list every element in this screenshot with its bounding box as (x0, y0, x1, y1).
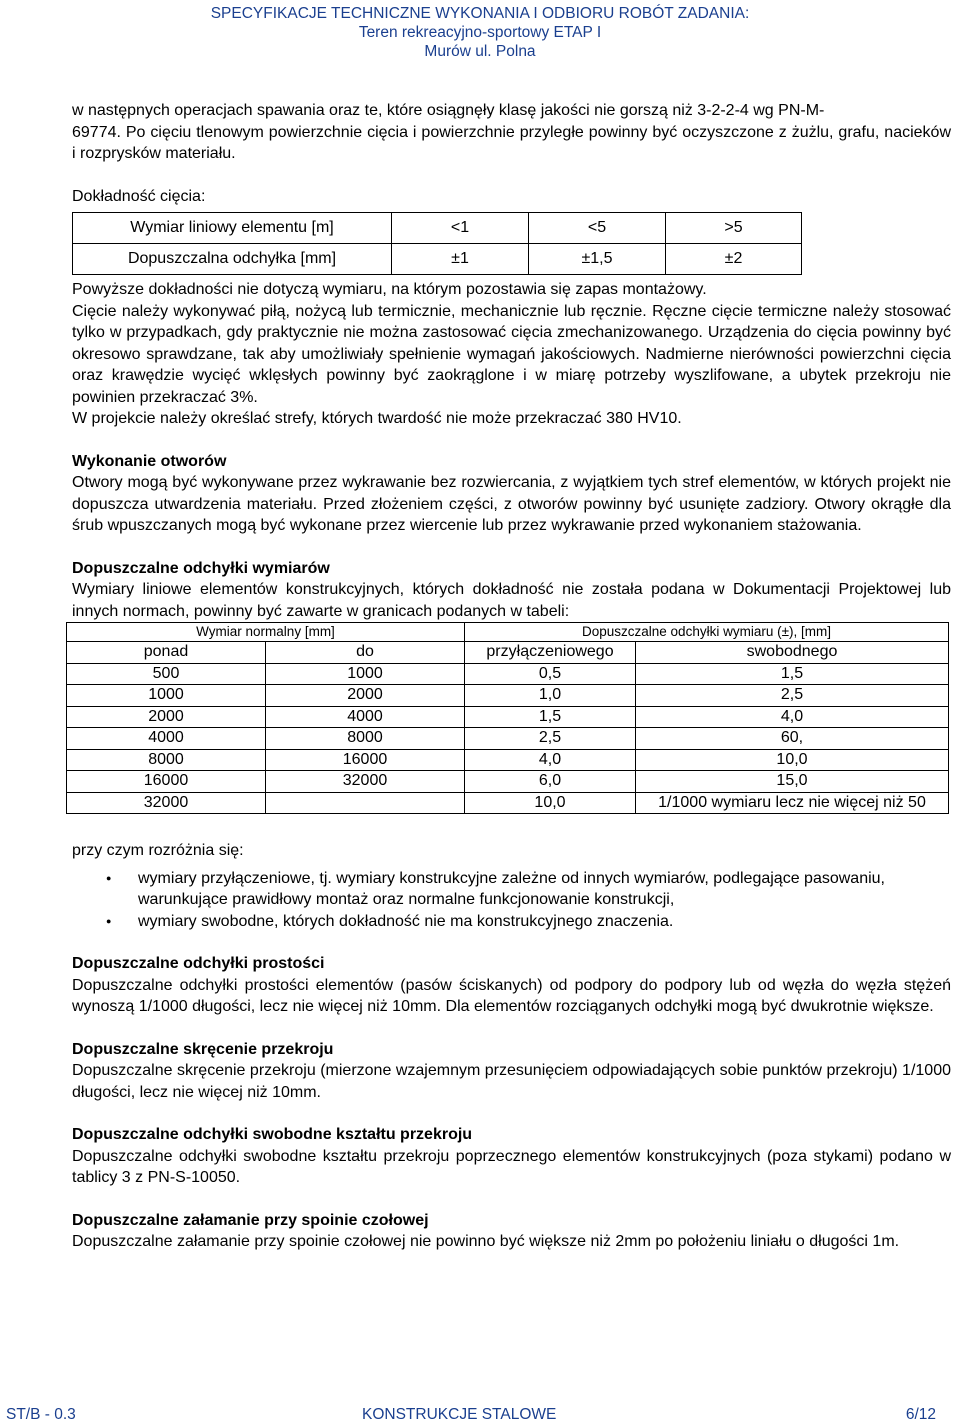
section-title: Dopuszczalne załamanie przy spoinie czołowej (72, 1211, 429, 1229)
section-shape (72, 1124, 951, 1189)
table-cell: 1/1000 wymiaru lecz nie więcej niż 50 (636, 792, 949, 814)
table-header-row (67, 642, 949, 664)
footer-page-number: 6/12 (905, 1406, 936, 1423)
page-header (0, 4, 960, 61)
table-row (73, 213, 802, 244)
section-text: Dopuszczalne załamanie przy spoinie czołowej nie powinno być większe niż 2mm po położeniu liniału o długości 1m. (72, 1233, 900, 1250)
table-cell: 10,0 (465, 792, 636, 814)
table-cell: 1000 (67, 685, 266, 707)
dimension-type-list (72, 868, 951, 933)
table-cell: 2000 (266, 685, 465, 707)
section-title: Wykonanie otworów (72, 452, 227, 470)
table-row (67, 685, 949, 707)
table-row (73, 244, 802, 275)
section-title: Dopuszczalne odchyłki swobodne kształtu przekroju (72, 1126, 473, 1143)
table-cell (266, 792, 465, 814)
header-line-3: Murów ul. Polna (424, 43, 536, 60)
table-cell: 10,0 (636, 749, 949, 771)
accuracy-note-2: Cięcie należy wykonywać piłą, nożycą lub termicznie, mechanicznie lub ręcznie. Ręczne cięcie termiczne należy stosować tylko w przypadkach, gdy praktycznie nie można zastosować cięcia zmechanizowanego. Urządzenia do cięcia powinny być okresowo sprawdzane, tak aby umożliwiały spełnienie wymagań jakościowych. Nadmierne nierówności powierzchni cięcia oraz krawędzie wycięć wklęsłych powinny być zaokrąglone i w miarę potrzeby wyszlifowane, a ubytek przekroju nie powinien przekraczać 3%. (72, 302, 951, 406)
section-text: Dopuszczalne skręcenie przekroju (mierzone wzajemnym przesunięciem odpowiadających sobie punktów przekroju) 1/1000 długości, lecz nie więcej niż 10mm. (72, 1062, 951, 1101)
table-cell: 16000 (266, 749, 465, 771)
table-cell: 16000 (67, 771, 266, 793)
accuracy-label: Dokładność cięcia: (72, 187, 206, 205)
table-cell: <1 (392, 213, 529, 244)
table-row (67, 792, 949, 814)
list-item: ● wymiary swobodne, których dokładność nie ma konstrukcyjnego znaczenia. (72, 911, 951, 933)
table-cell: 4000 (266, 706, 465, 728)
section-text: Dopuszczalne odchyłki prostości elementów (pasów ściskanych) od podpory do podpory lub od węzła do węzła stężeń wynoszą 1/1000 długości, lecz nie więcej niż 10mm. Dla elementów rozciąganych odchyłki mogą być dwukrotnie większe. (72, 976, 951, 1015)
column-header: swobodnego (636, 642, 949, 664)
table-header-row (67, 623, 949, 642)
table-cell: 1,5 (465, 706, 636, 728)
table-cell: 1,0 (465, 685, 636, 707)
table-group-header: Wymiar normalny [mm] (67, 623, 465, 642)
table-cell: 1000 (266, 663, 465, 685)
section-text: Wymiary liniowe elementów konstrukcyjnych, których dokładność nie została podana w Dokumentacji Projektowej lub innych normach, powinny być zawarte w granicach podanych w tabeli: (72, 581, 951, 620)
table-row (67, 663, 949, 685)
table-cell: >5 (666, 213, 802, 244)
section-title: Dopuszczalne skręcenie przekroju (72, 1040, 334, 1058)
table-cell: 4000 (67, 728, 266, 750)
table-cell: 500 (67, 663, 266, 685)
table-row (67, 706, 949, 728)
table-row (67, 728, 949, 750)
section-holes (72, 451, 951, 537)
table-cell: Wymiar liniowy elementu [m] (73, 213, 392, 244)
table-cell: 1,5 (636, 663, 949, 685)
section-butt-weld (72, 1210, 951, 1253)
footer-title: KONSTRUKCJE STALOWE (362, 1406, 557, 1423)
table-cell: <5 (529, 213, 666, 244)
table-cell: 0,5 (465, 663, 636, 685)
table-cell: Dopuszczalna odchyłka [mm] (73, 244, 392, 275)
header-line-2: Teren rekreacyjno-sportowy ETAP I (358, 24, 602, 41)
list-item: ● wymiary przyłączeniowe, tj. wymiary konstrukcyjne zależne od innych wymiarów, podlegające pasowaniu, warunkujące prawidłowy montaż oraz normalne funkcjonowanie konstrukcji, (72, 868, 951, 911)
accuracy-note-3: W projekcie należy określać strefy, których twardość nie może przekraczać 380 HV10. (72, 410, 682, 427)
table-cell: ±1 (392, 244, 529, 275)
header-line-1: SPECYFIKACJE TECHNICZNE WYKONANIA I ODBIORU ROBÓT ZADANIA: (210, 5, 750, 22)
table-cell: 4,0 (636, 706, 949, 728)
section-text: Otwory mogą być wykonywane przez wykrawanie bez rozwiercania, z wyjątkiem tych stref elementów, w których projekt nie dopuszcza utwardzenia materiału. Przed złożeniem części, z otworów powinny być usunięte zadziory. Otwory okrągłe dla śrub wpuszczanych mogą być wykonane przez wiercenie lub przez wykrawanie przed wykonaniem stażowania. (72, 474, 951, 534)
table-cell: 2000 (67, 706, 266, 728)
section-straightness (72, 953, 951, 1018)
cutting-accuracy-table (72, 212, 802, 275)
table-cell: ±1,5 (529, 244, 666, 275)
intro-paragraph: 69774. Po cięciu tlenowym powierzchnie cięcia i powierzchnie przyległe powinny być oczyszczone z żużlu, grafu, nacieków i rozprysków materiału. (72, 123, 951, 162)
table-group-header: Dopuszczalne odchyłki wymiaru (±), [mm] (465, 623, 949, 642)
table-cell: 8000 (67, 749, 266, 771)
section-title: Dopuszczalne odchyłki wymiarów (72, 559, 330, 577)
section-title: Dopuszczalne odchyłki prostości (72, 955, 325, 972)
column-header: przyłączeniowego (465, 642, 636, 664)
table-cell: 2,5 (636, 685, 949, 707)
table-cell: 8000 (266, 728, 465, 750)
dimension-deviation-table (66, 622, 949, 814)
accuracy-note-1: Powyższe dokładności nie dotyczą wymiaru, na którym pozostawia się zapas montażowy. (72, 281, 707, 298)
distinguish-label: przy czym rozróżnia się: (72, 842, 244, 859)
section-dimensions (72, 558, 951, 623)
table-cell: 15,0 (636, 771, 949, 793)
table-cell: 32000 (67, 792, 266, 814)
document-body (72, 100, 951, 1253)
table-cell: 4,0 (465, 749, 636, 771)
intro-line-1: w następnych operacjach spawania oraz te, które osiągnęły klasę jakości nie gorszą niż 3-2-2-4 wg PN-M- (72, 102, 825, 119)
column-header: ponad (67, 642, 266, 664)
footer-code: ST/B - 0.3 (6, 1406, 76, 1423)
table-cell: 2,5 (465, 728, 636, 750)
table-cell: 6,0 (465, 771, 636, 793)
table-cell: 60, (636, 728, 949, 750)
section-twist (72, 1039, 951, 1104)
table-row (67, 771, 949, 793)
section-text: Dopuszczalne odchyłki swobodne kształtu przekroju poprzecznego elementów konstrukcyjnych (poza stykami) podano w tablicy 3 z PN-S-10050. (72, 1147, 951, 1186)
table-cell: 32000 (266, 771, 465, 793)
table-row (67, 749, 949, 771)
column-header: do (266, 642, 465, 664)
table-cell: ±2 (666, 244, 802, 275)
